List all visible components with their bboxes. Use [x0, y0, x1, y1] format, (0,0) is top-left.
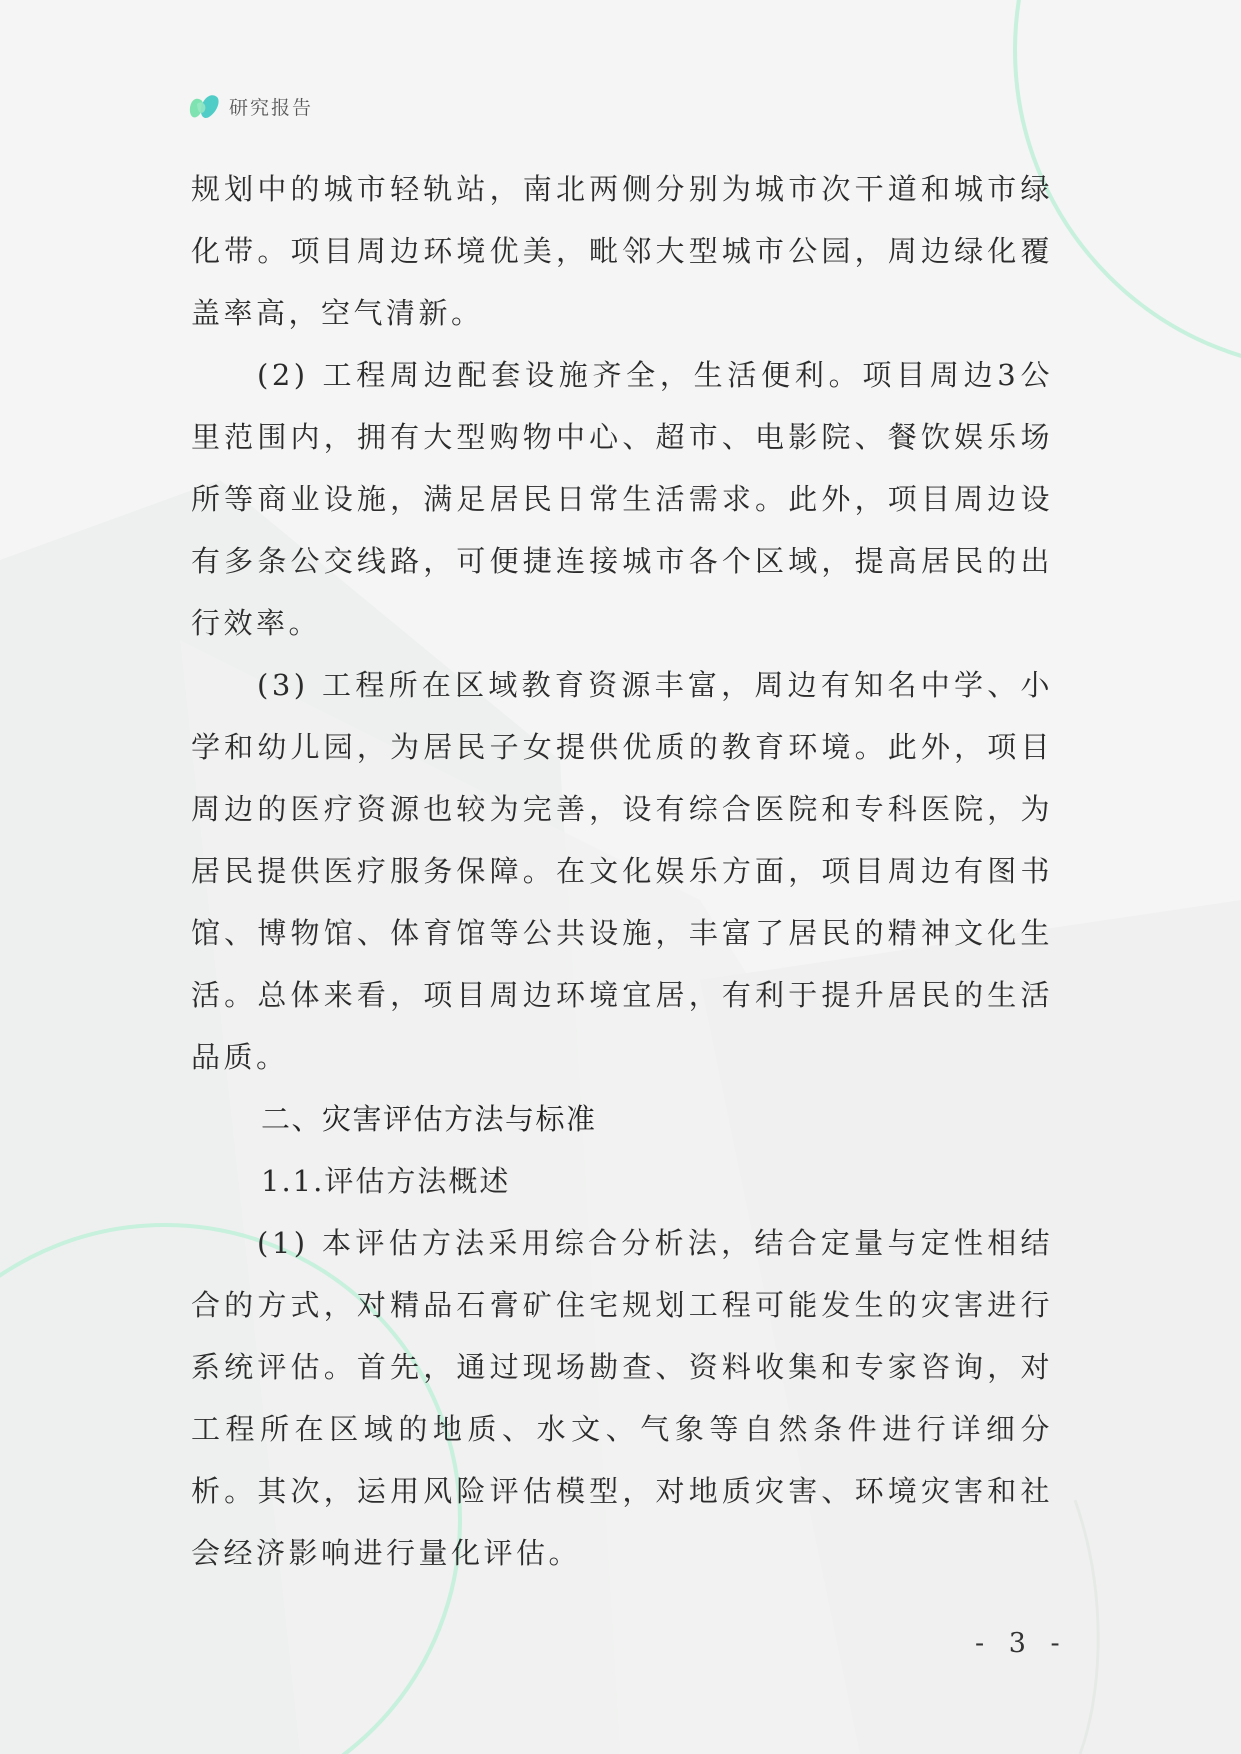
header-title: 研究报告 — [229, 96, 314, 119]
section-heading: 二、灾害评估方法与标准 — [261, 1102, 597, 1136]
paragraph-item-1: (1) 本评估方法采用综合分析法，结合定量与定性相结合的方式，对精品石膏矿住宅规划工程可能发生的灾害进行系统评估。首先，通过现场勘查、资料收集和专家咨询，对工程所在区域的地质、水文、气象等自然条件进行详细分析。其次，运用风险评估模型，对地质灾害、环境灾害和社会经济影响进行量化评估。 — [191, 1226, 1053, 1570]
paragraph-continuation: 规划中的城市轻轨站，南北两侧分别为城市次干道和城市绿化带。项目周边环境优美，毗邻大型城市公园，周边绿化覆盖率高，空气清新。 — [191, 172, 1053, 330]
report-header — [187, 88, 313, 124]
page-number: - 3 - — [975, 1628, 1068, 1659]
subsection-heading: 1.1.评估方法概述 — [261, 1164, 511, 1198]
paragraph-item-3: (3) 工程所在区域教育资源丰富，周边有知名中学、小学和幼儿园，为居民子女提供优质的教育环境。此外，项目周边的医疗资源也较为完善，设有综合医院和专科医院，为居民提供医疗服务保障。在文化娱乐方面，项目周边有图书馆、博物馆、体育馆等公共设施，丰富了居民的精神文化生活。总体来看，项目周边环境宜居，有利于提升居民的生活品质。 — [191, 668, 1053, 1074]
brand-logo-icon — [187, 90, 221, 122]
document-body — [191, 158, 1053, 1584]
paragraph-item-2: (2) 工程周边配套设施齐全，生活便利。项目周边3公里范围内，拥有大型购物中心、超市、电影院、餐饮娱乐场所等商业设施，满足居民日常生活需求。此外，项目周边设有多条公交线路，可便捷连接城市各个区域，提高居民的出行效率。 — [191, 358, 1053, 640]
